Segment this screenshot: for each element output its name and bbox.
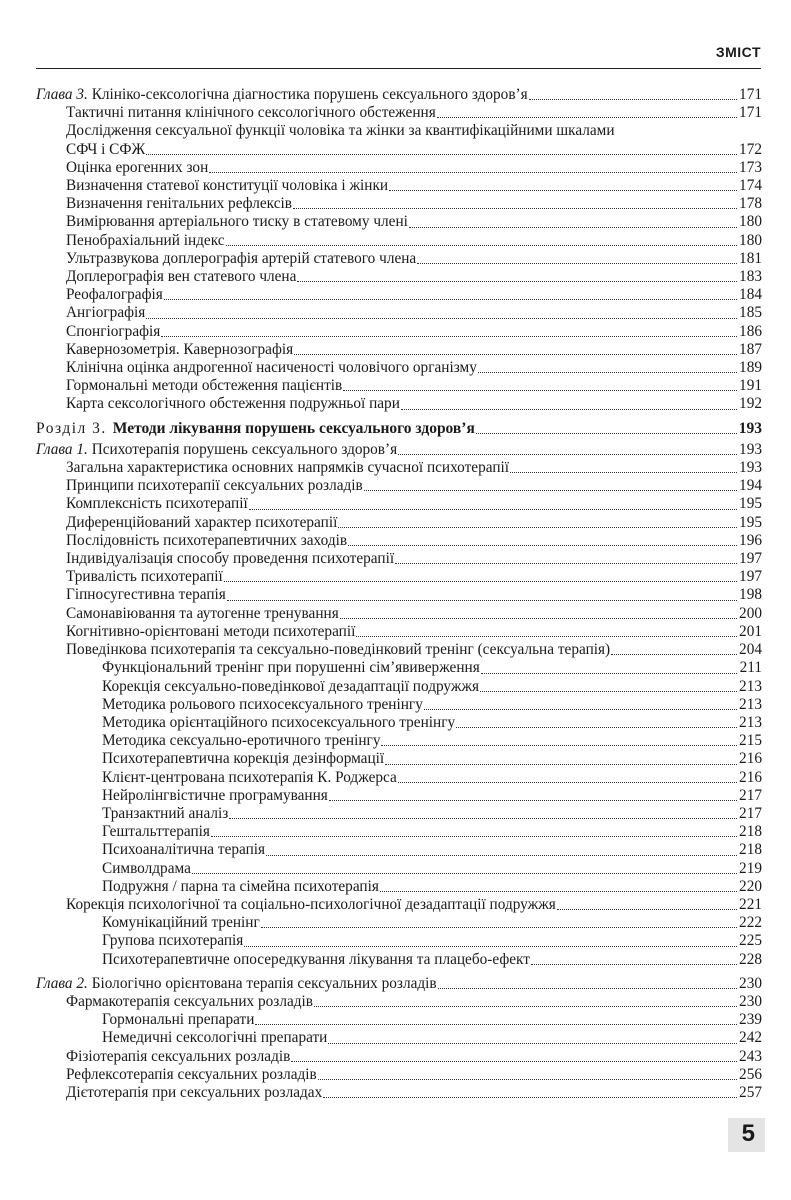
- leader-dots: [211, 835, 737, 837]
- toc-entry[interactable]: [36, 250, 762, 268]
- leader-dots: [424, 708, 737, 710]
- toc-entry[interactable]: [36, 213, 762, 231]
- entry-title: Нейролінгвістичне програмування: [102, 786, 328, 804]
- chapter-title: Біологічно орієнтована терапія сексуальних розладів: [91, 974, 437, 992]
- entry-title: Комунікаційний тренінг: [102, 914, 260, 932]
- page-ref: 193: [738, 419, 762, 437]
- entry-title: Ультразвукова доплерографія артерій статевого члена: [66, 249, 417, 267]
- page-ref: 195: [739, 513, 762, 531]
- leader-dots: [343, 389, 737, 391]
- leader-dots: [297, 280, 737, 282]
- leader-dots: [229, 817, 737, 819]
- toc-entry[interactable]: [36, 641, 762, 659]
- page-ref: 219: [739, 859, 762, 877]
- page-ref: 180: [739, 213, 762, 231]
- leader-dots: [192, 872, 737, 874]
- header-rule: [36, 68, 761, 69]
- page-ref: 213: [739, 695, 762, 713]
- leader-dots: [510, 471, 737, 473]
- leader-dots: [401, 408, 737, 410]
- page-ref: 218: [739, 823, 762, 841]
- toc-entry[interactable]: [36, 232, 762, 250]
- toc-chapter[interactable]: [36, 86, 762, 104]
- leader-dots: [209, 171, 737, 173]
- leader-dots: [340, 617, 737, 619]
- page-ref: 172: [739, 140, 762, 158]
- page-ref: 194: [739, 477, 762, 495]
- entry-title: Самонавіювання та аутогенне тренування: [66, 604, 339, 622]
- page-ref: 171: [739, 104, 762, 122]
- entry-title: Комплексність психотерапії: [66, 495, 248, 513]
- page-ref: 243: [739, 1047, 762, 1065]
- page-ref: 173: [739, 158, 762, 176]
- chapter-prefix: Глава 3.: [36, 86, 88, 103]
- entry-title: Корекція психологічної та соціально-психологічної дезадаптації подружжя: [66, 895, 556, 913]
- entry-title: Гештальттерапія: [102, 823, 210, 841]
- page-ref: 180: [739, 231, 762, 249]
- leader-dots: [249, 508, 737, 510]
- leader-dots: [417, 262, 737, 264]
- toc-entry[interactable]: [36, 568, 762, 586]
- leader-dots: [476, 432, 737, 434]
- entry-title: Визначення статевої конституції чоловіка і жінки: [66, 177, 389, 195]
- leader-dots: [323, 1096, 737, 1098]
- toc-subentry[interactable]: [36, 696, 762, 714]
- leader-dots: [480, 690, 737, 692]
- page-ref: 213: [739, 713, 762, 731]
- leader-dots: [398, 453, 737, 455]
- toc-subentry[interactable]: [36, 951, 762, 969]
- toc-entry[interactable]: [36, 286, 762, 304]
- leader-dots: [531, 963, 737, 965]
- page-number: 5: [728, 1118, 765, 1152]
- leader-dots: [338, 526, 737, 528]
- leader-dots: [266, 854, 737, 856]
- entry-title: Визначення генітальних рефлексів: [66, 195, 292, 213]
- page-ref: 186: [739, 322, 762, 340]
- entry-title: Символдрама: [102, 859, 191, 877]
- chapter-title: Психотерапія порушень сексуального здоров’я: [91, 440, 398, 458]
- entry-title: Психоаналітична терапія: [102, 841, 266, 859]
- toc-entry[interactable]: [36, 1084, 762, 1102]
- leader-dots: [381, 744, 737, 746]
- page-ref: 239: [739, 1011, 762, 1029]
- page-ref: 195: [739, 495, 762, 513]
- entry-title-line1[interactable]: Дослідження сексуальної функції чоловіка та жінки за квантифікаційними шкалами: [66, 122, 615, 140]
- page-ref: 257: [739, 1083, 762, 1101]
- page-ref: 184: [739, 286, 762, 304]
- leader-dots: [226, 244, 737, 246]
- entry-title: Послідовність психотерапевтичних заходів: [66, 531, 348, 549]
- leader-dots: [164, 298, 737, 300]
- toc-entry[interactable]: [36, 323, 762, 341]
- leader-dots: [348, 544, 737, 546]
- leader-dots: [328, 1042, 737, 1044]
- entry-title: Тактичні питання клінічного сексологічного обстеження: [66, 104, 436, 122]
- toc-subentry[interactable]: [36, 860, 762, 878]
- toc-entry[interactable]: [36, 195, 762, 213]
- leader-dots: [398, 781, 737, 783]
- leader-dots: [318, 1078, 737, 1080]
- leader-dots: [356, 635, 737, 637]
- page-ref: 228: [739, 950, 762, 968]
- entry-title: Поведінкова психотерапія та сексуально-поведінковий тренінг (сексуальна терапія): [66, 641, 611, 659]
- entry-title: Психотерапевтичне опосередкування лікування та плацебо-ефект: [102, 950, 530, 968]
- entry-title: Подружня / парна та сімейна психотерапія: [102, 877, 379, 895]
- page-ref: 213: [739, 677, 762, 695]
- entry-title: Кавернозометрія. Кавернозографія: [66, 340, 294, 358]
- toc-subentry[interactable]: [36, 841, 762, 859]
- entry-title: Фармакотерапія сексуальних розладів: [66, 992, 314, 1010]
- page-ref: 187: [739, 340, 762, 358]
- page-ref: 189: [739, 359, 762, 377]
- page-ref: 218: [739, 841, 762, 859]
- toc-entry[interactable]: [36, 605, 762, 623]
- toc-subentry[interactable]: [36, 914, 762, 932]
- entry-title: Рефлексотерапія сексуальних розладів: [66, 1065, 317, 1083]
- toc-entry[interactable]: [36, 177, 762, 195]
- page-ref: 178: [739, 195, 762, 213]
- toc-subentry[interactable]: [36, 769, 762, 787]
- entry-title: Немедичні сексологічні препарати: [102, 1029, 328, 1047]
- toc-subentry[interactable]: [36, 823, 762, 841]
- entry-title: Когнітивно-орієнтовані методи психотерапії: [66, 622, 356, 640]
- page-ref: 191: [739, 377, 762, 395]
- entry-title: Психотерапевтична корекція дезінформації: [102, 750, 385, 768]
- toc-entry[interactable]: [36, 304, 762, 322]
- page-ref: 222: [739, 914, 762, 932]
- leader-dots: [437, 116, 737, 118]
- page-ref: 171: [739, 86, 762, 103]
- page-ref: 220: [739, 877, 762, 895]
- leader-dots: [529, 98, 737, 100]
- page-ref: 193: [739, 459, 762, 477]
- toc-subentry[interactable]: [36, 714, 762, 732]
- toc-entry[interactable]: [36, 993, 762, 1011]
- toc-subentry[interactable]: [36, 787, 762, 805]
- section-title: Методи лікування порушень сексуального здоров’я: [112, 419, 475, 437]
- leader-dots: [244, 945, 737, 947]
- leader-dots: [611, 653, 737, 655]
- page-ref: 185: [739, 304, 762, 322]
- toc-subentry[interactable]: [36, 678, 762, 696]
- entry-title: Гормональні препарати: [102, 1011, 255, 1029]
- chapter-prefix: Глава 2.: [36, 974, 88, 992]
- toc-entry[interactable]: [36, 532, 762, 550]
- leader-dots: [291, 1060, 737, 1062]
- entry-title: Принципи психотерапії сексуальних розладів: [66, 477, 363, 495]
- leader-dots: [261, 926, 737, 928]
- toc-subentry[interactable]: [36, 750, 762, 768]
- entry-title: Корекція сексуально-поведінкової дезадаптації подружжя: [102, 677, 480, 695]
- entry-title: Індивідуалізація способу проведення психотерапії: [66, 550, 395, 568]
- page-ref: 217: [739, 804, 762, 822]
- page-ref: 201: [739, 622, 762, 640]
- page-ref: 230: [739, 992, 762, 1010]
- leader-dots: [478, 371, 737, 373]
- entry-title: Методика сексуально-еротичного тренінгу: [102, 732, 381, 750]
- toc-entry[interactable]: [36, 377, 762, 395]
- toc-entry[interactable]: [36, 159, 762, 177]
- toc-entry[interactable]: [36, 623, 762, 641]
- page-ref: 211: [739, 659, 762, 677]
- entry-title: Клінічна оцінка андрогенної насиченості чоловічого організму: [66, 359, 477, 377]
- page-ref: 230: [739, 974, 762, 992]
- toc-entry[interactable]: [36, 268, 762, 286]
- toc-subentry[interactable]: [36, 732, 762, 750]
- entry-title: Спонгіографія: [66, 322, 161, 340]
- leader-dots: [294, 353, 737, 355]
- leader-dots: [389, 189, 737, 191]
- page-ref: 217: [739, 786, 762, 804]
- entry-title: Доплерографія вен статевого члена: [66, 268, 297, 286]
- entry-title: Тривалість психотерапії: [66, 568, 223, 586]
- entry-title: Дієтотерапія при сексуальних розладах: [66, 1083, 323, 1101]
- page-ref: 183: [739, 268, 762, 286]
- leader-dots: [329, 799, 737, 801]
- entry-title: Пенобрахіальний індекс: [66, 231, 225, 249]
- leader-dots: [227, 599, 737, 601]
- entry-title: Диференційований характер психотерапії: [66, 513, 338, 531]
- running-header: ЗМІСТ: [715, 44, 761, 60]
- page-ref: 197: [739, 568, 762, 586]
- entry-title: Фізіотерапія сексуальних розладів: [66, 1047, 291, 1065]
- leader-dots: [385, 763, 737, 765]
- toc-subentry[interactable]: [36, 805, 762, 823]
- leader-dots: [293, 207, 737, 209]
- page-ref: 200: [739, 604, 762, 622]
- toc-entry[interactable]: [36, 341, 762, 359]
- toc-subentry[interactable]: [36, 932, 762, 950]
- leader-dots: [224, 580, 737, 582]
- leader-dots: [409, 226, 737, 228]
- chapter-title: Клініко-сексологічна діагностика порушень сексуального здоров’я: [91, 86, 528, 103]
- leader-dots: [456, 726, 737, 728]
- leader-dots: [364, 489, 737, 491]
- leader-dots: [255, 1023, 737, 1025]
- entry-title: Карта сексологічного обстеження подружньої пари: [66, 395, 400, 413]
- toc-entry[interactable]: [36, 514, 762, 532]
- page-ref: 215: [739, 732, 762, 750]
- leader-dots: [146, 153, 737, 155]
- entry-title: Гормональні методи обстеження пацієнтів: [66, 377, 343, 395]
- page-ref: 174: [739, 177, 762, 195]
- entry-title: Гіпносугестивна терапія: [66, 586, 226, 604]
- section-prefix: Розділ 3.: [36, 419, 107, 437]
- toc-subentry[interactable]: [36, 1029, 762, 1047]
- chapter-prefix: Глава 1.: [36, 440, 88, 458]
- page-ref: 197: [739, 550, 762, 568]
- entry-title: Реофалографія: [66, 286, 163, 304]
- page-ref: 216: [739, 768, 762, 786]
- entry-title: Транзактний аналіз: [102, 804, 229, 822]
- entry-title: СФЧ і СФЖ: [66, 140, 146, 158]
- entry-title: Групова психотерапія: [102, 932, 244, 950]
- entry-title: Загальна характеристика основних напрямків сучасної психотерапії: [66, 459, 510, 477]
- toc-entry[interactable]: [36, 395, 762, 413]
- toc-entry[interactable]: [36, 359, 762, 377]
- page-ref: 242: [739, 1029, 762, 1047]
- page-ref: 216: [739, 750, 762, 768]
- entry-title: Функціональний тренінг при порушенні сім’явиверження: [102, 659, 480, 677]
- toc-section[interactable]: [36, 420, 762, 438]
- toc-entry[interactable]: [36, 495, 762, 513]
- page-ref: 256: [739, 1065, 762, 1083]
- toc-subentry[interactable]: [36, 1011, 762, 1029]
- leader-dots: [557, 908, 737, 910]
- leader-dots: [161, 335, 737, 337]
- entry-title: Ангіографія: [66, 304, 146, 322]
- toc-entry[interactable]: [36, 141, 762, 159]
- page-ref: 221: [739, 895, 762, 913]
- entry-title: Клієнт-центрована психотерапія К. Роджерса: [102, 768, 397, 786]
- leader-dots: [438, 987, 737, 989]
- page-ref: 225: [739, 932, 762, 950]
- toc-subentry[interactable]: [36, 659, 762, 677]
- toc-entry[interactable]: [36, 586, 762, 604]
- entry-title: Оцінка ерогенних зон: [66, 158, 209, 176]
- page-ref: 181: [739, 249, 762, 267]
- entry-title: Методика орієнтаційного психосексуального тренінгу: [102, 713, 456, 731]
- page-ref: 196: [739, 531, 762, 549]
- toc-entry[interactable]: [36, 1048, 762, 1066]
- entry-title: Вимірювання артеріального тиску в статевому члені: [66, 213, 408, 231]
- leader-dots: [380, 890, 737, 892]
- toc-chapter[interactable]: [36, 975, 762, 993]
- leader-dots: [146, 317, 737, 319]
- toc-chapter[interactable]: [36, 441, 762, 459]
- toc-entry[interactable]: [36, 550, 762, 568]
- toc-entry[interactable]: [36, 1066, 762, 1084]
- table-of-contents: [36, 86, 762, 1102]
- leader-dots: [395, 562, 737, 564]
- toc-entry[interactable]: [36, 104, 762, 122]
- page-ref: 192: [739, 395, 762, 413]
- toc-subentry[interactable]: [36, 878, 762, 896]
- page-ref: 198: [739, 586, 762, 604]
- page-ref: 193: [739, 440, 762, 458]
- toc-entry[interactable]: [36, 459, 762, 477]
- leader-dots: [314, 1005, 737, 1007]
- page-ref: 204: [739, 641, 762, 659]
- leader-dots: [481, 672, 737, 674]
- toc-entry[interactable]: [36, 477, 762, 495]
- entry-title: Методика рольового психосексуального тренінгу: [102, 695, 423, 713]
- toc-entry[interactable]: [36, 896, 762, 914]
